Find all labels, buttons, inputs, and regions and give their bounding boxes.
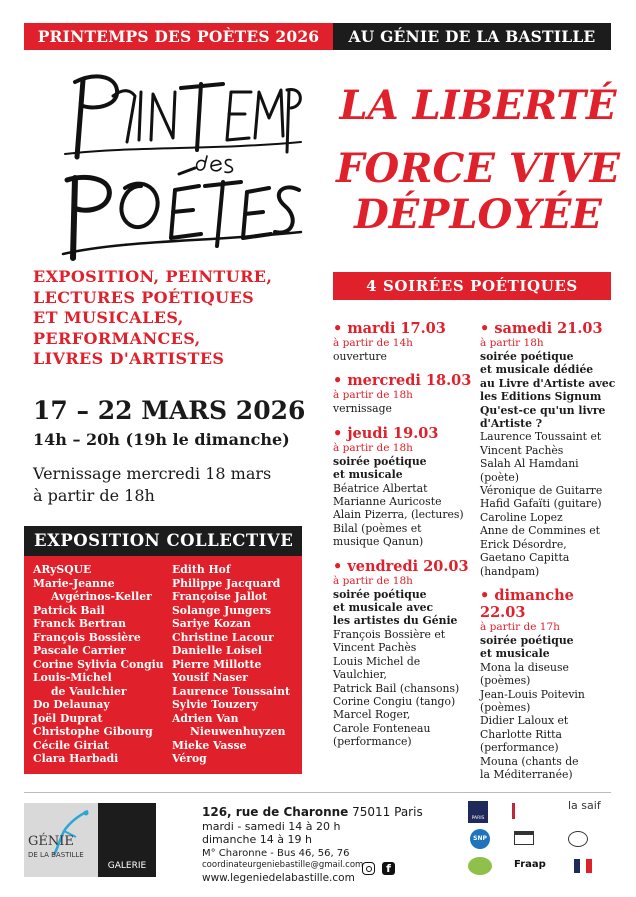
- artist-name: Philippe Jacquard: [172, 576, 281, 590]
- event-date-range: 17 – 22 MARS 2026: [33, 396, 306, 425]
- green-partner-logo: [468, 857, 492, 875]
- event-participant: musique Qanun): [333, 535, 424, 549]
- association-logo: [568, 831, 588, 847]
- event-time: à partir de 17h: [480, 620, 560, 633]
- galerie-label: GALERIE: [107, 861, 147, 871]
- event-participant: Laurence Toussaint et: [480, 430, 602, 444]
- event-participant: (poète): [480, 470, 519, 484]
- event-kind: soirée poétique et musicale dédiée au Livre d'Artiste avec les Editions Signum Qu'est-ce qu'un livre d'Artiste ?: [480, 350, 616, 431]
- artist-name: Clara Harbadi: [33, 752, 119, 765]
- event-participant: ouverture: [333, 350, 387, 363]
- event-participant: Charlotte Ritta: [480, 727, 562, 741]
- hours-weekday: mardi - samedi 14 à 20 h: [202, 820, 341, 833]
- subhead-line: LIVRES D'ARTISTES: [33, 349, 225, 368]
- genie-logo: [24, 803, 98, 877]
- metro-info: M° Charonne - Bus 46, 56, 76: [202, 848, 350, 859]
- event-kind: soirée poétique et musicale: [333, 454, 427, 482]
- event-events_right-1: [480, 587, 620, 781]
- soirees-heading: 4 SOIRÉES POÉTIQUES: [333, 272, 611, 300]
- event-participant: Caroline Lopez: [480, 510, 563, 524]
- event-date: • jeudi 19.03: [333, 424, 439, 442]
- event-participant: (poèmes): [480, 700, 531, 714]
- event-participant: Mona la diseuse: [480, 660, 569, 674]
- event-events_left-1: [333, 372, 479, 415]
- headline-line-1: LA LIBERTÉ: [339, 82, 617, 129]
- artist-name: de Vaulchier: [51, 684, 127, 698]
- website-link[interactable]: www.legeniedelabastille.com: [202, 872, 355, 884]
- artist-name: Adrien Van: [172, 711, 239, 725]
- artist-name: Marie-Jeanne: [33, 576, 115, 590]
- footer-divider: [24, 792, 611, 793]
- event-participant: (performance): [480, 741, 559, 755]
- vernissage-info: [33, 463, 271, 507]
- event-participant: Marianne Auricoste: [333, 495, 442, 509]
- region-logo: [512, 803, 537, 819]
- event-participant: François Bossière et: [333, 627, 446, 641]
- event-participant: Véronique de Guitarre: [480, 484, 603, 498]
- artists-column-2: [172, 563, 302, 766]
- artist-name: Solange Jungers: [172, 603, 272, 617]
- event-events_left-2: [333, 425, 479, 549]
- topbar-venue: AU GÉNIE DE LA BASTILLE: [333, 23, 611, 50]
- opening-hours: 14h – 20h (19h le dimanche): [33, 430, 290, 449]
- event-participant: Hafid Gafaïti (guitare): [480, 497, 602, 511]
- institution-logo: [514, 831, 534, 845]
- event-kind: soirée poétique et musicale avec les artistes du Génie: [333, 587, 458, 628]
- event-events_left-3: [333, 558, 479, 749]
- street-address: 126, rue de Charonne: [202, 805, 349, 819]
- event-participant: la Méditerranée): [480, 767, 573, 781]
- vernissage-line: Vernissage mercredi 18 mars: [33, 464, 272, 483]
- event-participant: (performance): [333, 735, 412, 749]
- exposition-artists-box: [24, 556, 302, 774]
- artist-name: Christine Lacour: [172, 630, 274, 644]
- genie-logo-title: GÉNIE: [28, 834, 74, 849]
- artists-column-1: [33, 563, 183, 766]
- artist-name: Do Delaunay: [33, 698, 110, 711]
- exposition-heading: EXPOSITION COLLECTIVE: [24, 526, 302, 556]
- event-participant: Anne de Commines et: [480, 524, 600, 538]
- email-link[interactable]: coordinateurgeniebastille@gmail.com: [202, 860, 364, 870]
- event-participant: Alain Pizerra, (lectures): [333, 508, 464, 522]
- artist-name: Joël Duprat: [33, 711, 103, 725]
- artist-name: Christophe Gibourg: [33, 725, 153, 738]
- event-participant: Vincent Pachès: [333, 641, 417, 655]
- artist-name: Edith Hof: [172, 563, 231, 576]
- event-date: • dimanche 22.03: [480, 586, 574, 621]
- subhead-line: LECTURES POÉTIQUES: [33, 287, 255, 307]
- saif-logo: la saif: [568, 799, 601, 812]
- artist-name: Louis-Michel: [33, 671, 112, 684]
- artist-name: Danielle Loisel: [172, 644, 262, 657]
- genie-logo-subtitle: DE LA BASTILLE: [28, 851, 84, 859]
- partner-logos: [466, 799, 616, 881]
- event-participant: Marcel Roger,: [333, 708, 411, 722]
- event-time: à partir de 18h: [333, 574, 413, 587]
- headline-line-3: DÉPLOYÉE: [354, 191, 602, 238]
- event-time: à partir de 18h: [333, 389, 413, 402]
- artist-name: Cécile Giriat: [33, 738, 109, 752]
- event-date: • mardi 17.03: [333, 320, 446, 337]
- event-participant: Béatrice Albertat: [333, 481, 428, 495]
- artist-name: Pascale Carrier: [33, 644, 126, 657]
- snp-logo: SNP: [470, 829, 490, 849]
- event-participant: Didier Laloux et: [480, 714, 569, 728]
- instagram-icon[interactable]: [362, 862, 375, 875]
- event-participant: Patrick Bail (chansons): [333, 681, 460, 695]
- event-participant: vernissage: [333, 402, 392, 416]
- event-participant: Jean-Louis Poitevin: [480, 687, 585, 701]
- paris-logo: PARIS: [468, 801, 488, 823]
- event-participant: (poèmes): [480, 674, 531, 688]
- artist-name: Françoise Jallot: [172, 590, 268, 603]
- event-participant: Bilal (poèmes et: [333, 521, 422, 535]
- artist-name: Franck Bertran: [33, 617, 127, 630]
- artist-name: Patrick Bail: [33, 603, 105, 617]
- artist-name: Corine Sylivia Congiu: [33, 657, 164, 671]
- event-participant: Corine Congiu (tango): [333, 694, 456, 708]
- galerie-logo: [98, 803, 156, 877]
- events-column-left: [333, 320, 479, 758]
- vernissage-line: à partir de 18h: [33, 486, 155, 505]
- event-participant: Louis Michel de: [333, 654, 421, 668]
- event-participant: Carole Fonteneau: [333, 721, 431, 735]
- artist-name: ARySQUE: [33, 563, 92, 576]
- event-kind: soirée poétique et musicale: [480, 633, 574, 661]
- event-time: à partir 18h: [480, 337, 544, 349]
- subhead-line: PERFORMANCES,: [33, 328, 201, 348]
- subhead-line: EXPOSITION, PEINTURE,: [33, 267, 273, 286]
- event-events_right-0: [480, 320, 620, 578]
- artist-name: Nieuwenhuyzen: [190, 725, 286, 738]
- event-date: • vendredi 20.03: [333, 557, 469, 575]
- facebook-icon[interactable]: f: [382, 862, 395, 875]
- subhead-line: ET MUSICALES,: [33, 308, 184, 327]
- hours-sunday: dimanche 14 à 19 h: [202, 833, 312, 846]
- artist-name: Vérog: [172, 752, 207, 765]
- artist-name: François Bossière: [33, 630, 141, 644]
- event-time: à partir de 18h: [333, 441, 413, 454]
- event-participant: (handpam): [480, 564, 540, 578]
- event-participant: Vincent Pachès: [480, 443, 564, 457]
- printemps-des-poetes-logo: [55, 62, 305, 262]
- artist-name: Mieke Vasse: [172, 738, 247, 752]
- artist-name: Sylvie Touzery: [172, 698, 258, 711]
- artist-name: Laurence Toussaint: [172, 684, 290, 698]
- artist-name: Avgérinos-Keller: [51, 590, 152, 603]
- fraap-logo: Fraap: [514, 859, 546, 870]
- events-column-right: [480, 320, 620, 790]
- event-participant: Erick Désordre,: [480, 537, 567, 551]
- event-date: • mercredi 18.03: [333, 372, 472, 390]
- event-participant: Gaetano Capitta: [480, 551, 570, 565]
- artist-name: Pierre Millotte: [172, 657, 262, 671]
- event-participant: Vaulchier,: [333, 668, 387, 682]
- event-time: à partir de 14h: [333, 337, 413, 349]
- republic-logo: [574, 859, 592, 873]
- headline-line-2: FORCE VIVE: [336, 145, 621, 192]
- address-line: [202, 805, 423, 819]
- event-date: • samedi 21.03: [480, 320, 603, 337]
- program-subheading: [33, 267, 328, 370]
- city: 75011 Paris: [352, 805, 423, 819]
- artist-name: Yousif Naser: [172, 671, 248, 684]
- event-participant: Salah Al Hamdani: [480, 457, 579, 471]
- topbar-festival: PRINTEMPS DES POÈTES 2026: [24, 23, 333, 50]
- event-participant: Mouna (chants de: [480, 754, 579, 768]
- event-events_left-0: [333, 320, 479, 363]
- artist-name: Sariye Kozan: [172, 617, 251, 630]
